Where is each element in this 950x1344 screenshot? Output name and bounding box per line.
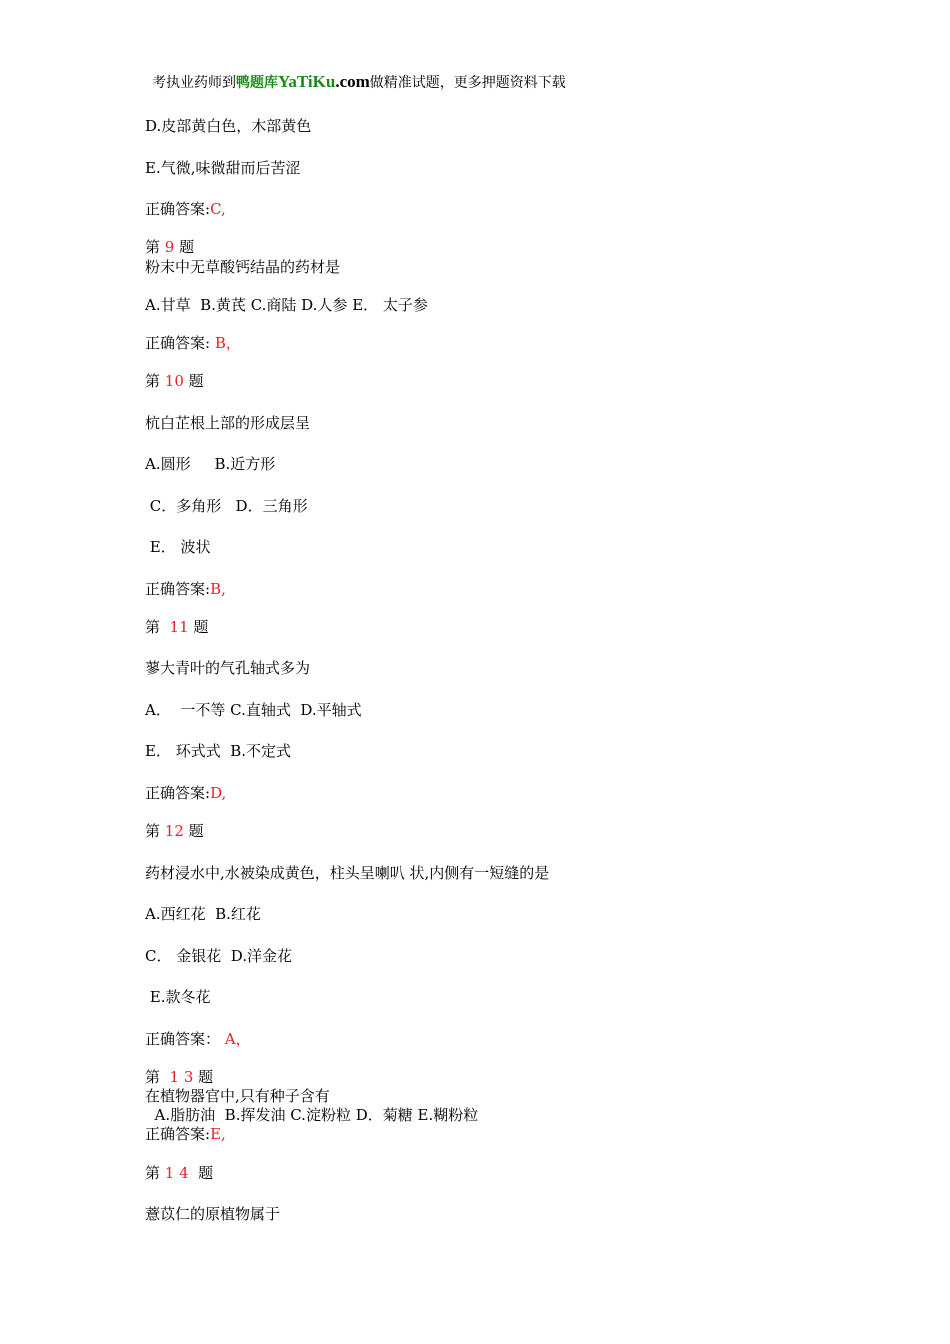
header-prefix: 考执业药师到 — [152, 75, 236, 91]
answer-line — [145, 579, 226, 599]
answer-value: E, — [210, 1125, 226, 1143]
question-text: 粉末中无草酸钙结晶的药材是 — [145, 258, 341, 276]
answer-value: A， — [220, 1030, 251, 1048]
option-line: E.款冬花 — [145, 988, 211, 1006]
option-line: A.脂肪油 B.挥发油 C.淀粉粒 D．菊糖 E.糊粉粒 — [145, 1106, 479, 1124]
option-line: E． 波状 — [145, 538, 211, 556]
question-suffix: 题 — [183, 822, 204, 840]
question-number: 1 3 — [169, 1068, 194, 1086]
question-number: 12 — [164, 822, 184, 840]
question-number: 9 — [164, 238, 175, 256]
answer-line — [145, 783, 226, 803]
question-heading — [145, 821, 204, 841]
answer-line — [145, 1124, 226, 1144]
option-line: C． 金银花 D.洋金花 — [145, 947, 293, 965]
question-text: 药材浸水中,水被染成黄色，柱头呈喇叭 状,内侧有一短缝的是 — [145, 864, 550, 882]
answer-value: C, — [210, 200, 226, 218]
answer-label: 正确答案： — [145, 1030, 221, 1048]
answer-value: B， — [210, 334, 241, 352]
question-prefix: 第 — [145, 822, 165, 840]
question-heading — [145, 371, 204, 391]
answer-line — [145, 1029, 251, 1049]
brand-name-en: YaTiKu — [278, 72, 336, 91]
question-number: 10 — [164, 372, 184, 390]
answer-label: 正确答案: — [145, 200, 211, 218]
option-line: C．多角形 D．三角形 — [145, 497, 308, 515]
option-line: A.西红花 B.红花 — [145, 905, 261, 923]
answer-label: 正确答案: — [145, 784, 211, 802]
answer-line — [145, 199, 226, 219]
question-suffix: 题 — [183, 372, 204, 390]
question-suffix: 题 — [174, 238, 195, 256]
option-line: A.圆形 B.近方形 — [145, 455, 276, 473]
brand-name-cn: 鸭题库 — [236, 75, 278, 91]
question-prefix: 第 — [145, 1068, 170, 1086]
question-suffix: 题 — [193, 1068, 214, 1086]
question-heading — [145, 617, 208, 637]
answer-label: 正确答案: — [145, 1125, 211, 1143]
option-line: E． 环式式 B.不定式 — [145, 742, 292, 760]
question-text: 在植物器官中,只有种子含有 — [145, 1087, 330, 1105]
option-line: D.皮部黄白色，木部黄色 — [145, 117, 312, 135]
answer-label: 正确答案: — [145, 334, 211, 352]
question-text: 杭白芷根上部的形成层呈 — [145, 414, 311, 432]
answer-value: D, — [210, 784, 227, 802]
option-line: E.气微,味微甜而后苦涩 — [145, 159, 301, 177]
question-suffix: 题 — [188, 618, 209, 636]
question-heading — [145, 237, 194, 257]
header-suffix: 做精准试题，更多押题资料下载 — [369, 75, 566, 91]
question-suffix: 题 — [188, 1164, 214, 1182]
question-heading — [145, 1067, 213, 1087]
question-number: 11 — [169, 618, 189, 636]
answer-line — [145, 333, 241, 353]
question-number: 1 4 — [164, 1164, 189, 1182]
question-text: 蓼大青叶的气孔轴式多为 — [145, 659, 311, 677]
question-heading — [145, 1163, 213, 1183]
question-prefix: 第 — [145, 618, 170, 636]
question-text: 薏苡仁的原植物属于 — [145, 1205, 281, 1223]
question-prefix: 第 — [145, 1164, 165, 1182]
question-prefix: 第 — [145, 372, 165, 390]
answer-value: B, — [210, 580, 226, 598]
answer-label: 正确答案: — [145, 580, 211, 598]
brand-domain: .com — [335, 72, 370, 91]
option-line: A． 一不等 C.直轴式 D.平轴式 — [145, 701, 362, 719]
question-prefix: 第 — [145, 238, 165, 256]
option-line: A.甘草 B.黄芪 C.商陆 D.人参 E． 太子参 — [145, 296, 428, 314]
page-header — [152, 72, 566, 92]
